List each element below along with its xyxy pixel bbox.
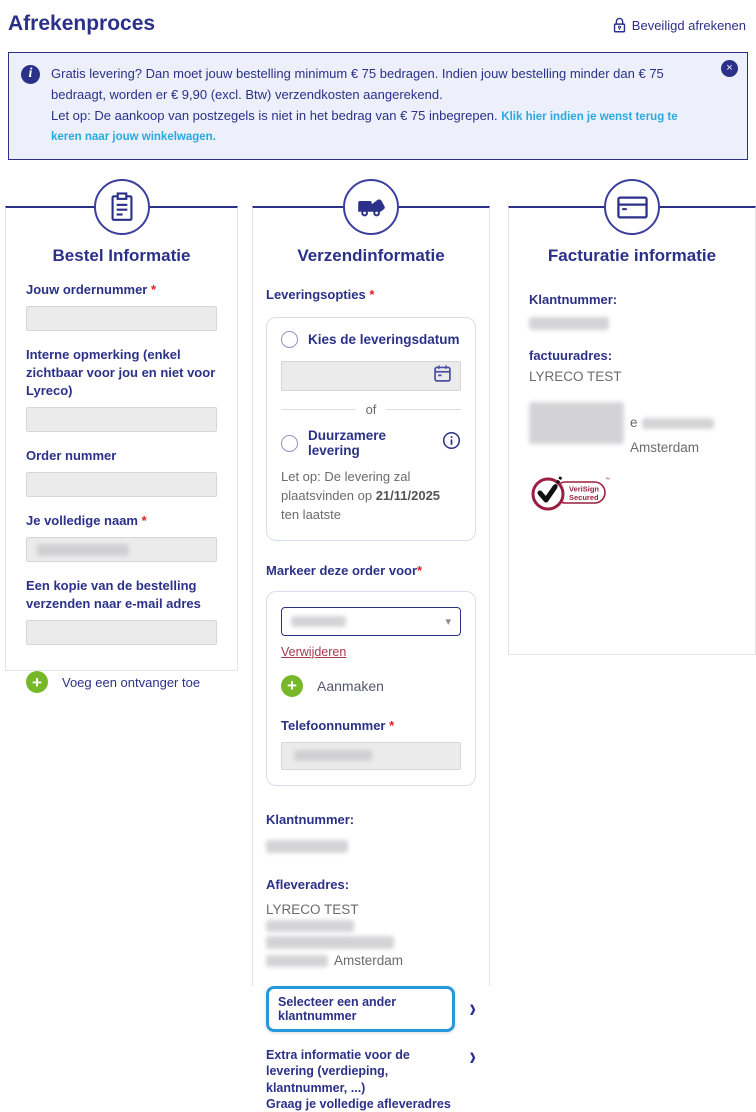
or-label: of bbox=[365, 402, 377, 418]
calendar-icon[interactable] bbox=[433, 364, 452, 388]
shipping-card bbox=[252, 206, 490, 1111]
info-icon: i bbox=[21, 65, 40, 84]
banner-text-line1: Gratis levering? Dan moet jouw bestelling minimum € 75 bedragen. Indien jouw bestelling minder dan € 75 bedraagt, worden er € 9,90 (excl. Btw) verzendkosten aangerekend. bbox=[51, 66, 664, 102]
verisign-secured-logo bbox=[529, 471, 735, 520]
radio-sustainable[interactable] bbox=[281, 435, 298, 452]
order-tag-select[interactable] bbox=[281, 607, 461, 636]
redacted-value bbox=[37, 544, 129, 556]
required-marker: * bbox=[150, 282, 157, 298]
select-other-customer-button[interactable]: Selecteer een ander klantnummer bbox=[266, 986, 455, 1032]
redacted-value bbox=[294, 750, 372, 761]
extra-info-line1: Extra informatie voor de levering (verdieping, klantnummer, ...) bbox=[266, 1048, 410, 1095]
chevron-right-icon: › bbox=[469, 1042, 476, 1073]
shipping-heading: Verzendinformatie bbox=[297, 246, 445, 266]
redacted-value bbox=[266, 955, 328, 967]
redacted-value bbox=[266, 920, 354, 932]
order-number-input[interactable] bbox=[26, 472, 217, 497]
mark-order-box bbox=[266, 591, 476, 786]
redacted-value bbox=[529, 317, 609, 330]
redacted-value bbox=[642, 418, 714, 429]
chevron-right-icon: › bbox=[469, 994, 476, 1025]
shipping-customer-number-label: Klantnummer: bbox=[266, 811, 355, 827]
lock-icon bbox=[612, 16, 627, 34]
billing-city: Amsterdam bbox=[630, 439, 700, 455]
sustainable-label: Duurzamere levering bbox=[308, 428, 387, 459]
required-marker: * bbox=[141, 513, 147, 529]
redacted-value bbox=[266, 840, 348, 853]
create-label: Aanmaken bbox=[317, 677, 384, 694]
choose-date-label: Kies de leveringsdatum bbox=[308, 332, 460, 348]
delivery-note-date: 21/11/2025 bbox=[375, 488, 441, 504]
add-recipient-label: Voeg een ontvanger toe bbox=[62, 674, 201, 690]
plus-icon: + bbox=[281, 675, 303, 697]
billing-address-label: factuuradres: bbox=[529, 348, 613, 364]
create-button[interactable] bbox=[281, 675, 461, 697]
mark-order-label: Markeer deze order voor* bbox=[266, 562, 423, 578]
svg-text:Secured: Secured bbox=[569, 492, 599, 502]
full-name-input[interactable] bbox=[26, 537, 217, 562]
extra-info-line2: Graag je volledige afleveradres bbox=[266, 1096, 451, 1111]
order-number-label: Order nummer bbox=[26, 448, 117, 464]
info-circle-icon[interactable] bbox=[442, 431, 461, 455]
redacted-value bbox=[266, 936, 394, 949]
full-name-label: Je volledige naam * bbox=[26, 513, 147, 529]
free-delivery-banner bbox=[8, 52, 748, 160]
checkout-columns bbox=[5, 206, 756, 1111]
radio-choose-date[interactable] bbox=[281, 331, 298, 348]
phone-label: Telefoonnummer * bbox=[281, 717, 395, 733]
delivery-options-box bbox=[266, 317, 476, 541]
banner-close-icon[interactable]: × bbox=[721, 60, 738, 77]
page-title: Afrekenproces bbox=[8, 12, 156, 35]
billing-heading: Facturatie informatie bbox=[547, 246, 717, 266]
choose-date-option[interactable] bbox=[281, 331, 461, 348]
billing-card bbox=[508, 206, 756, 655]
delivery-note: Let op: De levering zal plaatsvinden op 21/11/2025 ten laatste bbox=[281, 469, 441, 522]
delivery-date-input[interactable] bbox=[281, 361, 461, 391]
truck-icon bbox=[343, 179, 399, 235]
order-info-card bbox=[5, 206, 238, 692]
redacted-value bbox=[291, 616, 346, 627]
billing-address-fragment: e bbox=[630, 415, 638, 431]
svg-text:™: ™ bbox=[605, 476, 610, 483]
required-marker: * bbox=[369, 287, 375, 303]
your-order-number-label: Jouw ordernummer * bbox=[26, 282, 157, 298]
sustainable-option[interactable] bbox=[281, 428, 461, 458]
banner-text-line2: Let op: De aankoop van postzegels is niet in het bedrag van € 75 inbegrepen. bbox=[51, 107, 498, 123]
extra-delivery-info-button[interactable] bbox=[266, 1042, 476, 1112]
required-marker: * bbox=[389, 717, 395, 733]
delivery-options-label: Leveringsopties * bbox=[266, 287, 375, 303]
delivery-city: Amsterdam bbox=[334, 952, 404, 968]
or-divider bbox=[281, 402, 461, 417]
credit-card-icon bbox=[604, 179, 660, 235]
copy-email-label: Een kopie van de bestelling verzenden naar e-mail adres bbox=[26, 578, 201, 612]
chevron-down-icon: ▾ bbox=[445, 615, 451, 628]
copy-email-input[interactable] bbox=[26, 620, 217, 645]
back-to-cart-link[interactable]: Klik hier indien je wenst terug te keren naar jouw winkelwagen. bbox=[51, 110, 678, 144]
redacted-value bbox=[529, 402, 624, 444]
internal-remark-label: Interne opmerking (enkel zichtbaar voor jou en niet voor Lyreco) bbox=[26, 347, 216, 399]
secure-checkout-label: Beveiligd afrekenen bbox=[631, 17, 746, 33]
phone-input[interactable] bbox=[281, 742, 461, 770]
billing-company: LYRECO TEST bbox=[529, 369, 622, 385]
page-header bbox=[0, 0, 756, 36]
clipboard-icon bbox=[94, 179, 150, 235]
your-order-number-input[interactable] bbox=[26, 306, 217, 331]
add-recipient-button[interactable] bbox=[26, 671, 217, 693]
required-marker: * bbox=[417, 562, 423, 578]
delete-link[interactable]: Verwijderen bbox=[281, 644, 347, 659]
delivery-company: LYRECO TEST bbox=[266, 901, 359, 917]
billing-customer-number-label: Klantnummer: bbox=[529, 292, 618, 308]
secure-checkout bbox=[612, 16, 746, 34]
delivery-address-label: Afleveradres: bbox=[266, 876, 350, 892]
svg-text:VeriSign: VeriSign bbox=[569, 484, 600, 494]
internal-remark-input[interactable] bbox=[26, 407, 217, 432]
plus-icon: + bbox=[26, 671, 48, 693]
order-info-heading: Bestel Informatie bbox=[52, 246, 191, 266]
